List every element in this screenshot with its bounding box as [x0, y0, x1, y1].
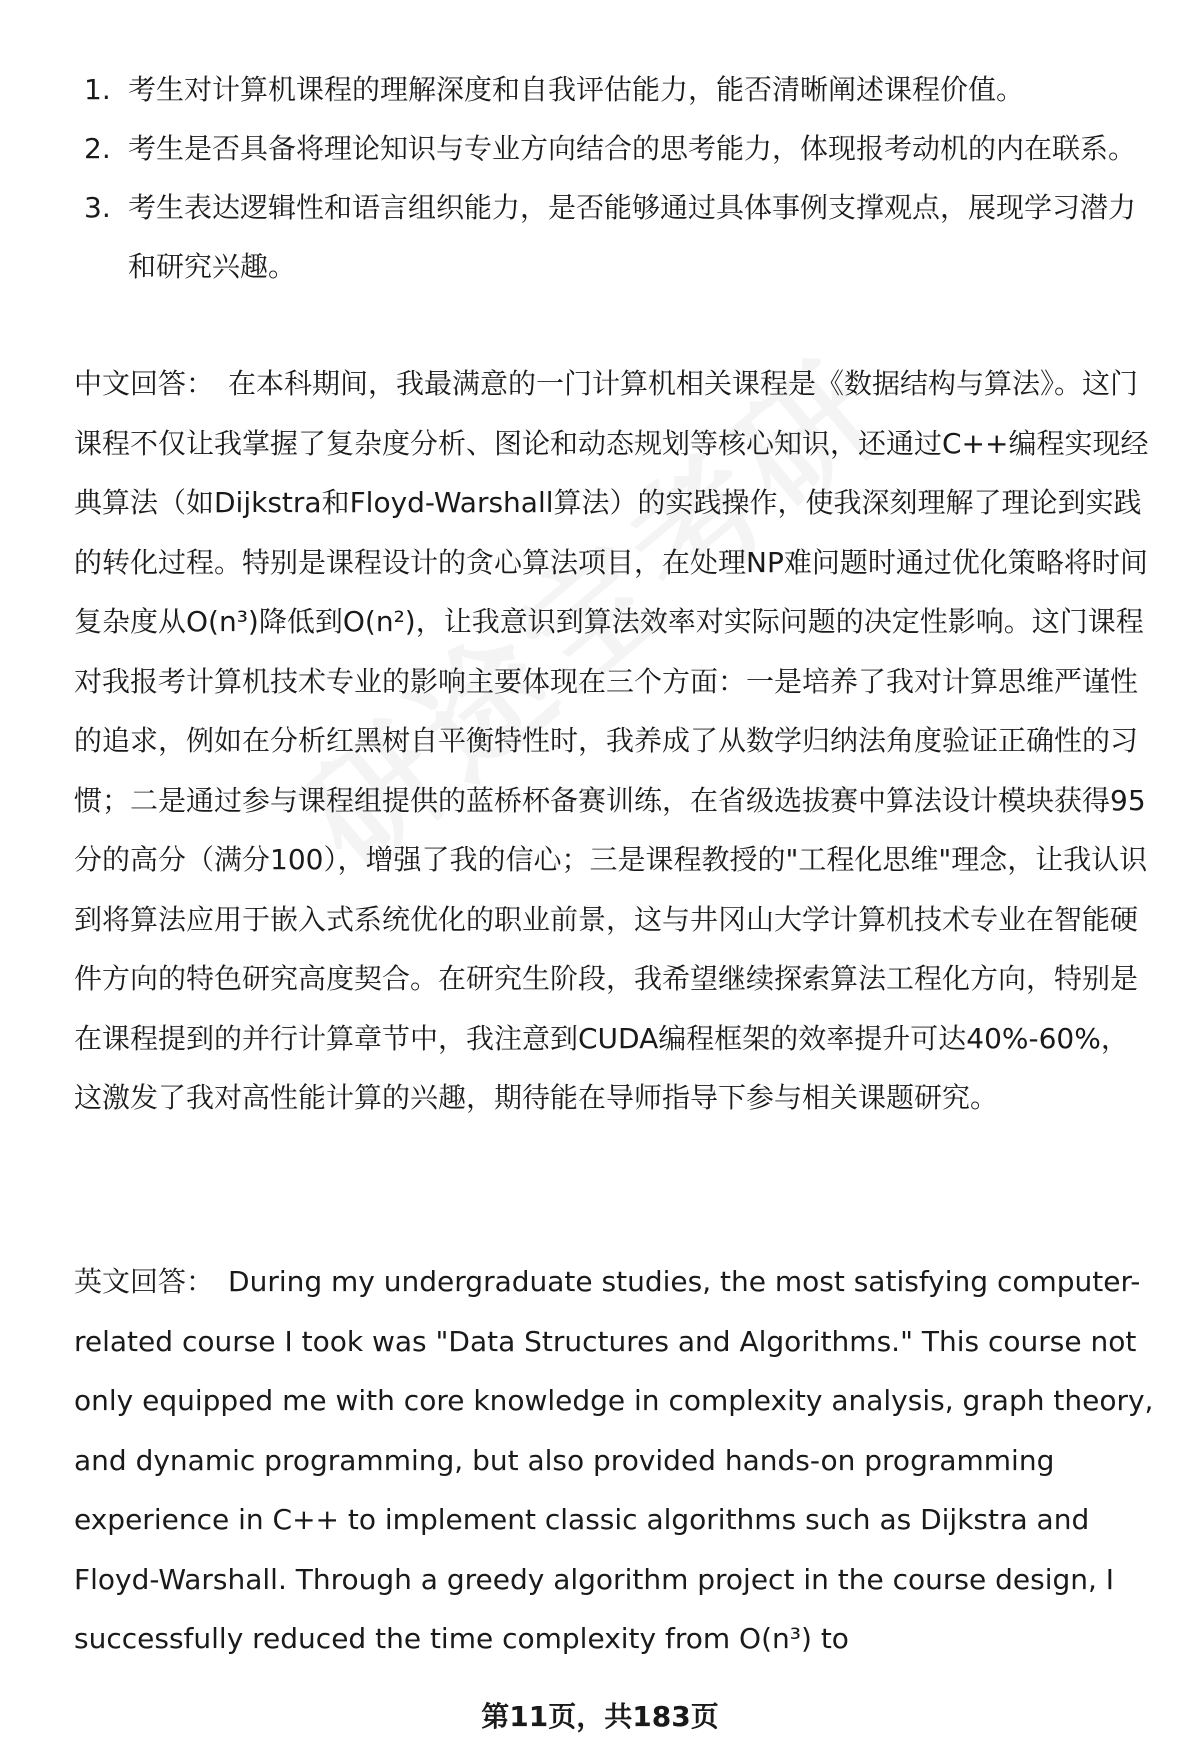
chinese-answer-label: 中文回答： — [74, 367, 215, 400]
chinese-answer-paragraph — [74, 354, 1154, 1128]
criteria-number: 3. — [84, 191, 111, 224]
criteria-text: 考生对计算机课程的理解深度和自我评估能力，能否清晰阐述课程价值。 — [128, 73, 1025, 106]
criteria-number: 1. — [84, 73, 111, 106]
criteria-number: 2. — [84, 132, 111, 165]
criteria-text: 考生表达逻辑性和语言组织能力，是否能够通过具体事例支撑观点，展现学习潜力和研究兴趣。 — [128, 191, 1137, 283]
english-answer-label: 英文回答： — [74, 1265, 215, 1298]
evaluation-criteria-list — [80, 60, 1140, 296]
page-number-footer: 第11页，共183页 — [481, 1700, 719, 1733]
criteria-item — [80, 60, 1140, 119]
criteria-item — [80, 178, 1140, 296]
chinese-answer-text: 在本科期间，我最满意的一门计算机相关课程是《数据结构与算法》。这门课程不仅让我掌握了复杂度分析、图论和动态规划等核心知识，还通过C++编程实现经典算法（如Dijkstra和Floyd-Warshall算法）的实践操作，使我深刻理解了理论到实践的转化过程。特别是课程设计的贪心算法项目，在处理NP难问题时通过优化策略将时间复杂度从O(n³)降低到O(n²)，让我意识到算法效率对实际问题的决定性影响。这门课程对我报考计算机技术专业的影响主要体现在三个方面：一是培养了我对计算思维严谨性的追求，例如在分析红黑树自平衡特性时，我养成了从数学归纳法角度验证正确性的习惯；二是通过参与课程组提供的蓝桥杯备赛训练，在省级选拔赛中算法设计模块获得95分的高分（满分100），增强了我的信心；三是课程教授的"工程化思维"理念，让我认识到将算法应用于嵌入式系统优化的职业前景，这与井冈山大学计算机技术专业在智能硬件方向的特色研究高度契合。在研究生阶段，我希望继续探索算法工程化方向，特别是在课程提到的并行计算章节中，我注意到CUDA编程框架的效率提升可达40%-60%，这激发了我对高性能计算的兴趣，期待能在导师指导下参与相关课题研究。 — [74, 367, 1149, 1114]
criteria-text: 考生是否具备将理论知识与专业方向结合的思考能力，体现报考动机的内在联系。 — [128, 132, 1137, 165]
english-answer-text: During my undergraduate studies, the most satisfying computer-related course I took was "Data Structures and Algorithms." This course not only equipped me with core knowledge in complexity analysis, graph theory, and dynamic programming, but also provided hands-on programming experience in C++ to implement classic algorithms such as Dijkstra and Floyd-Warshall. Through a greedy algorithm project in the course design, I successfully reduced the time complexity from O(n³) to — [74, 1265, 1154, 1655]
english-answer-paragraph — [74, 1252, 1164, 1669]
criteria-item — [80, 119, 1140, 178]
